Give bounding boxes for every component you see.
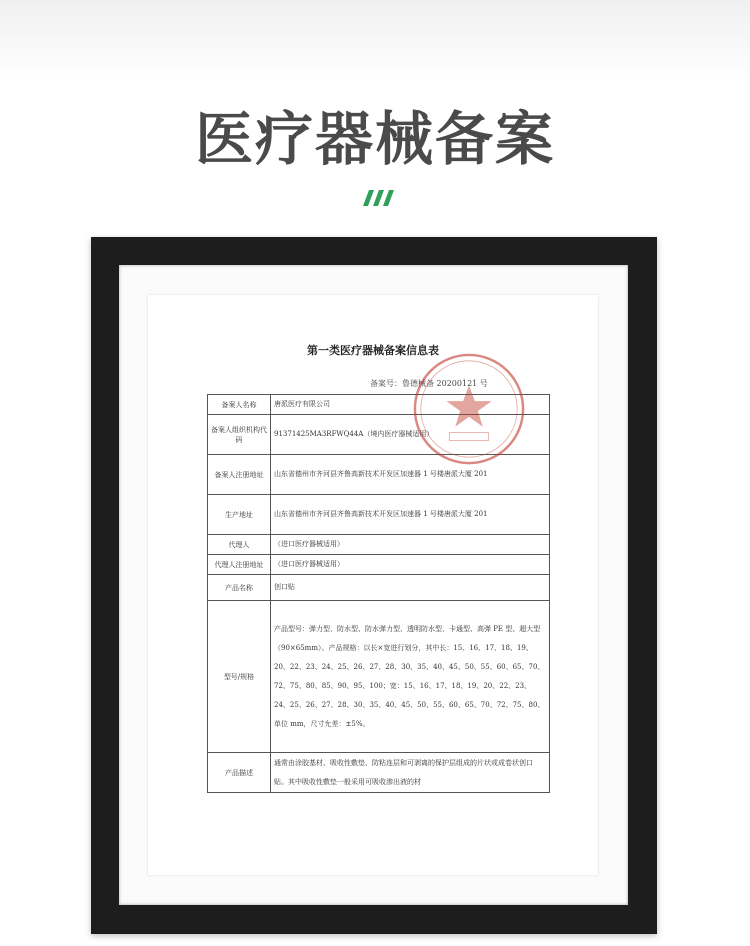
row-value: 唐派医疗有限公司 [271, 395, 550, 415]
row-label: 产品描述 [208, 753, 271, 793]
row-label: 生产地址 [208, 495, 271, 535]
row-label: 备案人注册地址 [208, 455, 271, 495]
table-row [208, 495, 550, 535]
page-heading: 医疗器械备案 [194, 105, 555, 173]
row-value: 山东省德州市齐河县齐鲁高新技术开发区加速器 1 号楼唐派大厦 201 [271, 495, 550, 535]
accent-slashes-icon [357, 190, 397, 206]
row-value: （进口医疗器械适用） [271, 555, 550, 575]
row-value: 产品型号：弹力型、防水型、防水弹力型、透明防水型、卡通型、高弹 PE 型、超大型（90×65mm）。产品规格：以长×宽进行划分，其中长：15、16、17、18、19、20、22、23、24、25、26、27、28、30、35、40、45、50、55、60、65、70、72、75、80、85、90、95、100；宽：15、16、17、18、19、20、22、23、24、25、26、27、28、30、35、40、45、50、55、60、65、70、72、75、80、单位 mm，尺寸允差：±5%。 [271, 601, 550, 753]
table-row [208, 555, 550, 575]
row-label: 代理人 [208, 535, 271, 555]
row-value: 91371425MA3RFWQ44A（境内医疗器械适用） [271, 415, 550, 455]
row-label: 型号/规格 [208, 601, 271, 753]
record-number: 备案号：鲁德械备 20200121 号 [370, 379, 488, 388]
document-title: 第一类医疗器械备案信息表 [307, 344, 439, 357]
table-row [208, 753, 550, 793]
row-label: 备案人名称 [208, 395, 271, 415]
table-row [208, 535, 550, 555]
certificate-paper [148, 295, 598, 875]
row-label: 代理人注册地址 [208, 555, 271, 575]
table-row [208, 601, 550, 753]
row-value: 创口贴 [271, 575, 550, 601]
row-value: 通常由涂胶基材、吸收性敷垫、防粘连层和可剥离的保护层组成的片状或成卷状创口贴。其中吸收性敷垫一般采用可吸收渗出液的材 [271, 753, 550, 793]
row-label: 产品名称 [208, 575, 271, 601]
row-value: 山东省德州市齐河县齐鲁高新技术开发区加速器 1 号楼唐派大厦 201 [271, 455, 550, 495]
table-row [208, 575, 550, 601]
row-label: 备案人组织机构代码 [208, 415, 271, 455]
official-seal-icon [410, 350, 528, 468]
row-value: （进口医疗器械适用） [271, 535, 550, 555]
